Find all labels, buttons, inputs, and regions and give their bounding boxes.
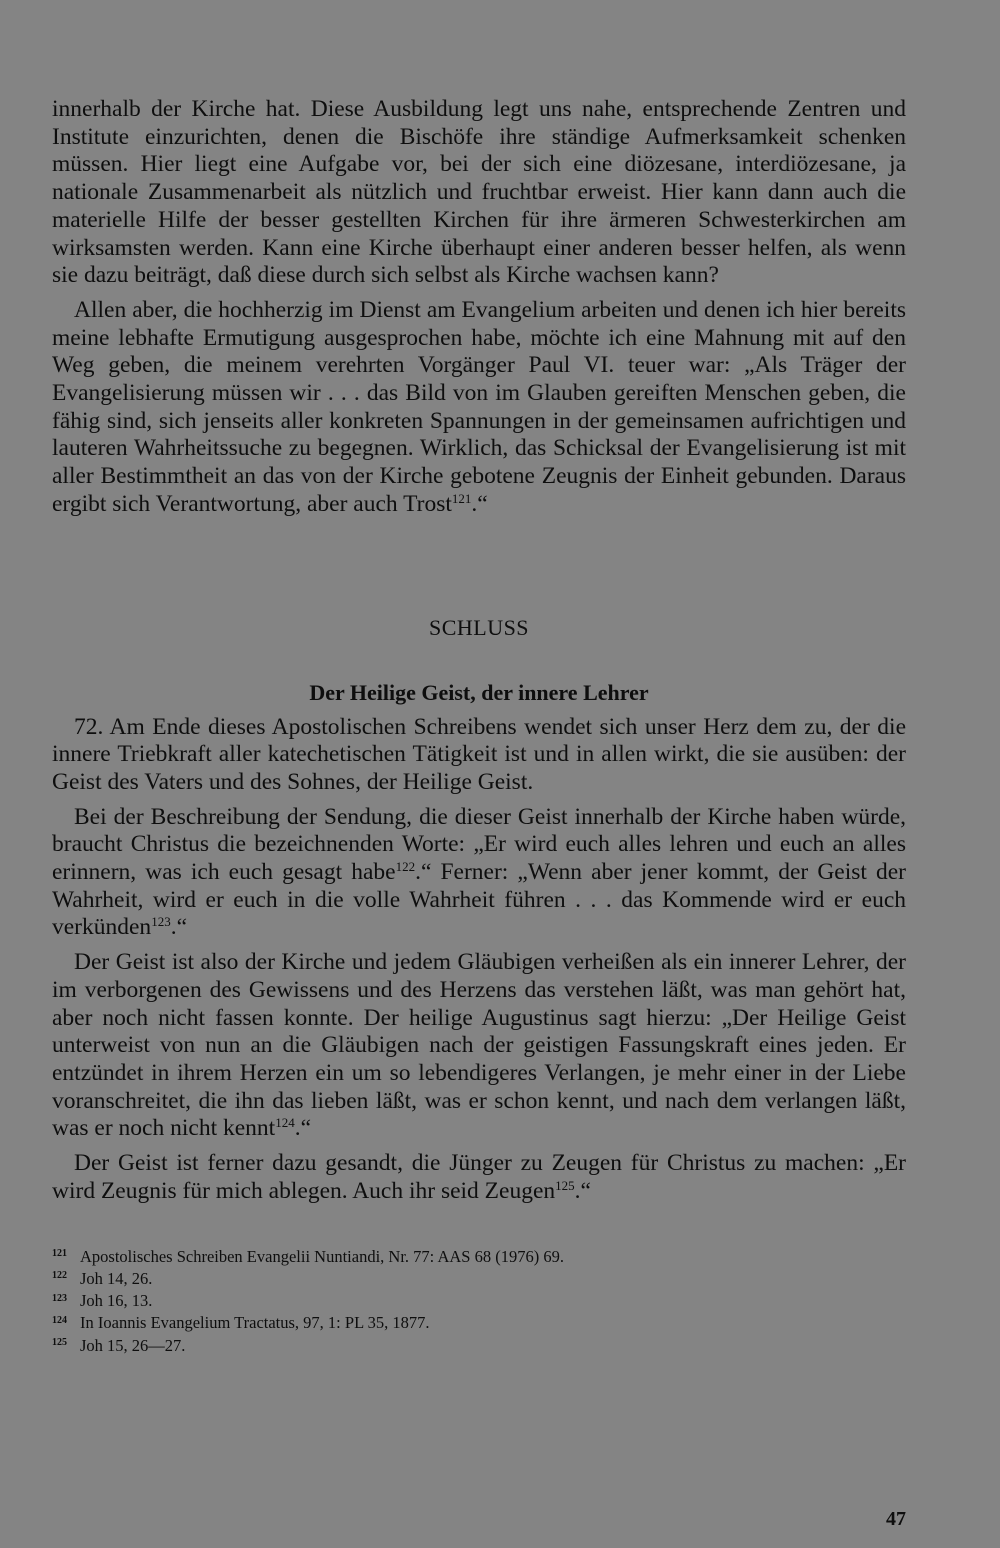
footnote-122: 122 Joh 14, 26. <box>52 1268 153 1288</box>
footnote-ref-124: 124 <box>275 1115 295 1131</box>
footnote-121: 121 Apostolisches Schreiben Evangelii Nuntiandi, Nr. 77: AAS 68 (1976) 69. <box>52 1246 564 1266</box>
body-paragraph-1: innerhalb der Kirche hat. Diese Ausbildung legt uns nahe, entsprechende Zentren und Institute einzurichten, denen die Bischöfe ihre ständige Aufmerksamkeit schenken müssen. Hier liegt eine Aufgabe vor, bei der sich eine diözesane, interdiözesane, ja nationale Zusammenarbeit als nützlich und fruchtbar erweist. Hier kann dann auch die materielle Hilfe der besser gestellten Kirchen für ihre ärmeren Schwesterkirchen am wirksamsten werden. Kann eine Kirche überhaupt einer anderen besser helfen, als wenn sie dazu beiträgt, daß diese durch sich selbst als Kirche wachsen kann? <box>52 96 906 289</box>
footnote-123: 123 Joh 16, 13. <box>52 1291 153 1311</box>
footnote-125: 125 Joh 15, 26—27. <box>52 1335 186 1355</box>
page-content <box>52 96 906 1357</box>
body-paragraph-zeugen: Der Geist ist ferner dazu gesandt, die Jünger zu Zeugen für Christus zu machen: „Er wird Zeugnis für mich ablegen. Auch ihr seid Zeugen$^{125}$.“ <box>52 1150 906 1204</box>
body-paragraph-72: 72. Am Ende dieses Apostolischen Schreibens wendet sich unser Herz dem zu, der die innere Triebkraft aller katechetischen Tätigkeit ist und in allen wirkt, die sie ausüben: der Geist des Vaters und des Sohnes, der Heilige Geist. <box>52 713 906 795</box>
footnote-ref-122: 122 <box>395 859 416 875</box>
subsection-title: Der Heilige Geist, der innere Lehrer <box>309 679 649 705</box>
page-number: 47 <box>886 1508 906 1530</box>
footnote-ref-125: 125 <box>555 1178 575 1193</box>
body-paragraph-2: Allen aber, die hochherzig im Dienst am Evangelium arbeiten und denen ich hier bereits meine lebhafte Ermutigung ausgesprochen habe, möchte ich eine Mahnung mit auf den Weg geben, die meinem verehrten Vorgänger Paul VI. teuer war: „Als Träger der Evangelisierung müssen wir . . . das Bild von im Glauben gereiften Menschen geben, die fähig sind, sich jenseits aller konkreten Spannungen in der gemeinsamen aufrichtigen und lauteren Wahrheitssuche zu begegnen. Wirklich, das Schicksal der Evangelisierung ist mit aller Bestimmtheit an das von der Kirche gebotene Zeugnis der Einheit gebunden. Daraus ergibt sich Verantwortung, aber auch Trost$^{121}$.“ <box>52 296 906 517</box>
section-title: SCHLUSS <box>428 614 530 640</box>
footnote-ref-123: 123 <box>151 914 171 930</box>
body-paragraph-sendung: Bei der Beschreibung der Sendung, die dieser Geist innerhalb der Kirche haben würde, braucht Christus die bezeichnenden Worte: „Er wird euch alles lehren und euch an alles erinnern, was ich euch gesagt habe$^{122}$.“ Ferner: „Wenn aber jener kommt, der Geist der Wahrheit, wird er euch in die volle Wahrheit führen . . . das Kommende wird er euch verkünden$^{123}$.“ <box>52 803 907 941</box>
footnotes <box>52 1246 906 1357</box>
body-paragraph-lehrer: Der Geist ist also der Kirche und jedem Gläubigen verheißen als ein innerer Lehrer, der im verborgenen des Gewissens und des Herzens das verstehen läßt, was man gehört hat, aber noch nicht fassen konnte. Der heilige Augustinus sagt hierzu: „Der Heilige Geist unterweist von nun an die Gläubigen nach der geistigen Fassungskraft eines jeden. Er entzündet in ihrem Herzen ein um so lebendigeres Verlangen, je mehr einer in der Liebe voranschreitet, die ihn das lieben läßt, was er schon kennt, und nach dem verlangen läßt, was er noch nicht kennt$^{124}$.“ <box>52 949 906 1142</box>
footnote-124: 124 In Ioannis Evangelium Tractatus, 97, 1: PL 35, 1877. <box>52 1313 430 1333</box>
footnote-ref-121: 121 <box>451 491 472 507</box>
